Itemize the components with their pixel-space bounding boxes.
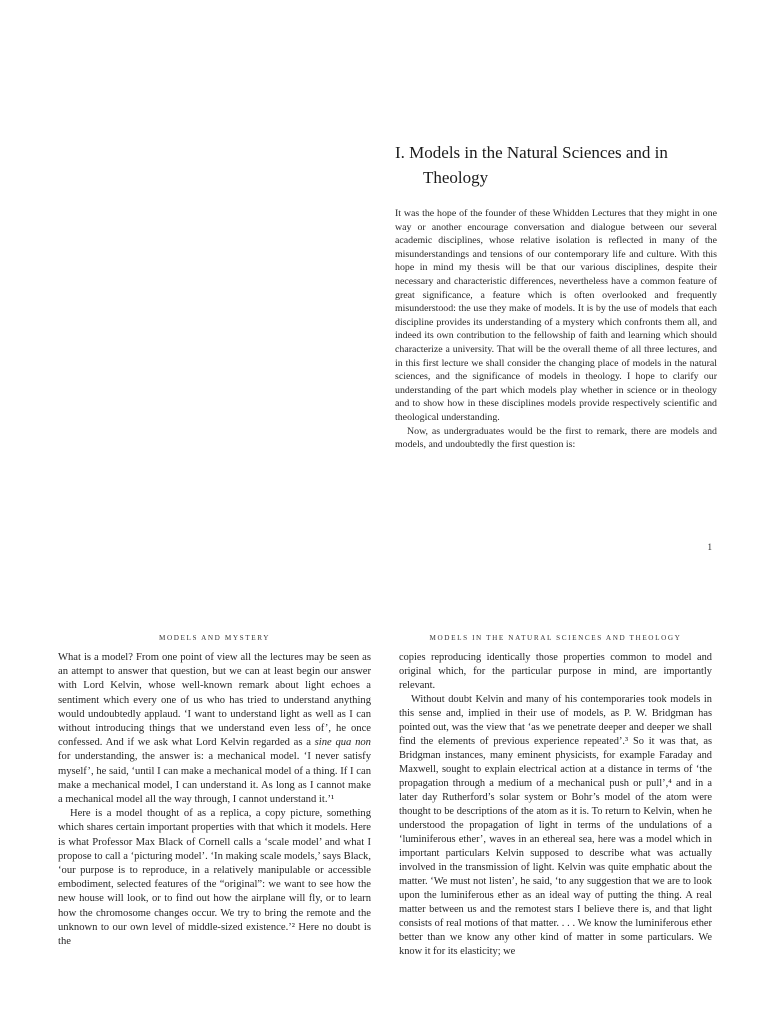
- chapter-title: I. Models in the Natural Sciences and in Theology: [395, 143, 668, 187]
- book-page-3: [399, 634, 712, 1024]
- page-2-body: [58, 651, 371, 949]
- italic-phrase: sine qua non: [314, 737, 371, 749]
- page-1-body: [395, 207, 717, 452]
- paragraph: [58, 651, 371, 807]
- paragraph: Here is a model thought of as a replica, a copy picture, something which shares certain important properties with that which it models. Here is what Professor Max Black of Cornell calls a ‘scale model’ and what I propose to call a ‘picturing model’. ‘In making scale models,’ says Black, ‘our purpose is to reproduce, in a relatively manipulable or accessible embodiment, selected features of the “original”: we want to see how the new house will look, or to find out how the airplane will fly, or to learn how the chromosome changes occur. We try to bring the remote and the unknown to our own level of middle-sized existence.’² Here no doubt is the: [58, 808, 371, 948]
- running-head: MODELS AND MYSTERY: [158, 634, 271, 642]
- text-run: for understanding, the answer is: a mechanical model. ‘I never satisfy myself’, he said, ‘until I can make a mechanical model of a thing. If I can make a mechanical model, I can understand it. As long as I cannot make a mechanical model all the way through, I cannot understand it.’¹: [58, 751, 371, 806]
- page-number: 1: [707, 542, 712, 552]
- page-3-body: [399, 651, 712, 959]
- paragraph: Without doubt Kelvin and many of his contemporaries took models in this sense and, implied in their use of models, as P. W. Bridgman has pointed out, was the view that ‘as we penetrate deeper and deeper we shall find the elements of previous experience repeated’.³ So it was that, as Bridgman instances, many eminent physicists, for example Faraday and Maxwell, sought to explain electrical action at a distance in terms of ‘the propagation through a medium of a mechanical push or pull’,⁴ and in a later day Rutherford’s solar system or Bohr’s model of the atom were thought to be descriptions of the atom as it is. To return to Kelvin, when he understood the propagation of light in terms of the undulations of a ‘luminiferous ether’, waves in an ethereal sea, here was a model which in important particulars Kelvin supposed to describe what was actually involved in the transmission of light. Kelvin was quite emphatic about the matter. ‘We must not listen’, he said, ‘to any suggestion that we are to look upon the luminiferous ether as an ideal way of putting the thing. A real matter between us and the remotest stars I believe there is, and that light consists of real motions of that matter. . . . We know the luminiferous ether better than we know any other kind of matter in some particulars. We know it for its elasticity; we: [399, 694, 712, 957]
- paragraph: It was the hope of the founder of these Whidden Lectures that they might in one way or another encourage conversation and dialogue between our several academic disciplines, whose relative isolation is reflected in many of the misunderstandings and tensions of our contemporary life and culture. With this hope in mind my thesis will be that our various disciplines, despite their necessary and characteristic differences, nevertheless have a common feature of great significance, a feature which is often overlooked and frequently misunderstood: the use they make of models. It is by the use of models that each discipline provides its understanding of a mystery which confronts them all, and indeed its own contribution to the fellowship of faith and learning which should characterize a university. That will be the overall theme of all three lectures, and in this first lecture we shall consider the changing place of models in the natural sciences, and the significance of models in theology. I hope to clarify our understanding of the part which models play whether in science or in theology and to show how in these disciplines models provide respectively scientific and theological understanding.: [395, 208, 717, 423]
- book-page-1: [395, 140, 717, 580]
- text-run: What is a model? From one point of view all the lectures may be seen as an attempt to answer that question, but we can at least begin our answer with Lord Kelvin, whose well-known remark about light echoes a sentiment which every one of us who has tried to understand anything would undoubtedly applaud. ‘I want to understand light as well as I can without introducing things that we understand even less of’, he once confessed. And if we ask what Lord Kelvin regarded as a: [58, 652, 371, 749]
- running-head: MODELS IN THE NATURAL SCIENCES AND THEOLOGY: [429, 634, 682, 642]
- paragraph: Now, as undergraduates would be the first to remark, there are models and models, and undoubtedly the first question is:: [395, 425, 717, 451]
- paragraph: copies reproducing identically those properties common to model and original which, for the particular purpose in mind, are importantly relevant.: [399, 652, 712, 691]
- book-page-2: [58, 634, 371, 1024]
